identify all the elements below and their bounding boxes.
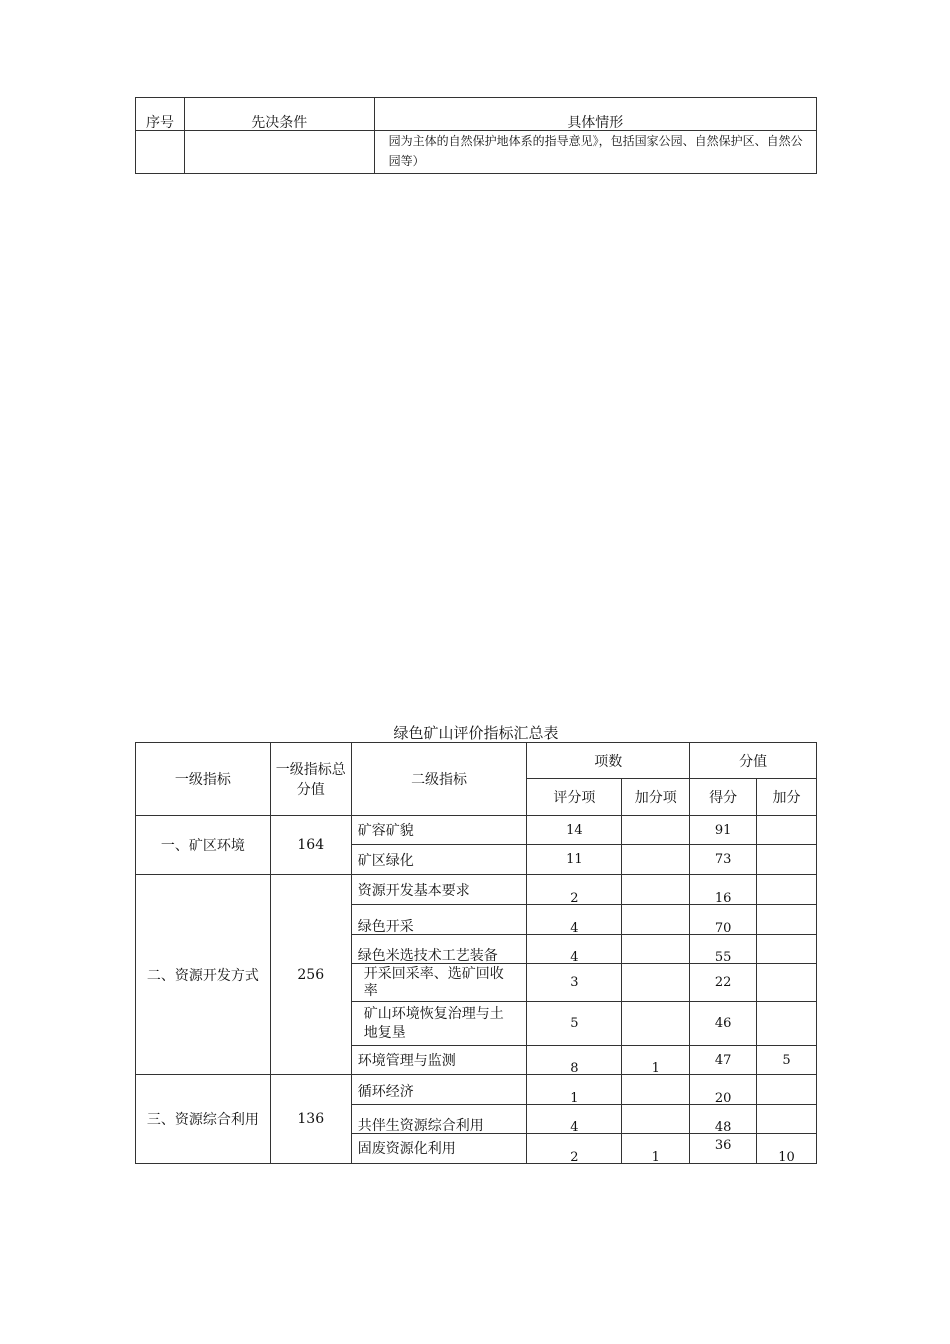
score-items: 14: [527, 816, 622, 845]
bonus-items: [622, 845, 690, 875]
bonus-items: [622, 1002, 690, 1046]
group-total: 256: [270, 875, 351, 1075]
header-level2: 二级指标: [351, 743, 527, 816]
score: 16: [690, 875, 757, 905]
bonus-items: 1: [622, 1046, 690, 1075]
bonus: [757, 964, 817, 1002]
score-items: 5: [527, 1002, 622, 1046]
header-level1-total: 一级指标总分值: [270, 743, 351, 816]
bonus: [757, 1075, 817, 1105]
score-items: 2: [527, 875, 622, 905]
score-items: 1: [527, 1075, 622, 1105]
bonus-items: [622, 935, 690, 964]
bonus: [757, 905, 817, 935]
bonus-items: [622, 875, 690, 905]
summary-table-title: 绿色矿山评价指标汇总表: [393, 724, 559, 742]
bonus-items: [622, 1075, 690, 1105]
level2-name: 绿色米选技术工艺装备: [351, 935, 527, 964]
level2-name: 矿容矿貌: [351, 816, 527, 845]
level2-name: 绿色开采: [351, 905, 527, 935]
score-items: 11: [527, 845, 622, 875]
table-row: [136, 816, 817, 845]
score-items: 2: [527, 1134, 622, 1164]
score: 46: [690, 1002, 757, 1046]
header-level1: 一级指标: [136, 743, 271, 816]
header-scores: 分值: [690, 743, 817, 779]
cell-index: [136, 131, 185, 174]
score: 36: [690, 1134, 757, 1164]
header-score: 得分: [690, 779, 757, 816]
score-items: 3: [527, 964, 622, 1002]
score-items: 4: [527, 905, 622, 935]
bonus: [757, 1105, 817, 1134]
group-total: 136: [270, 1075, 351, 1164]
group-name: 一、矿区环境: [136, 816, 271, 875]
level2-name: 环境管理与监测: [351, 1046, 527, 1075]
score: 91: [690, 816, 757, 845]
bonus: 5: [757, 1046, 817, 1075]
group-total: 164: [270, 816, 351, 875]
table-header-row: [136, 98, 817, 131]
score-items: 4: [527, 1105, 622, 1134]
header-items: 项数: [527, 743, 690, 779]
bonus: [757, 816, 817, 845]
group-name: 二、资源开发方式: [136, 875, 271, 1075]
bonus: [757, 935, 817, 964]
group-name: 三、资源综合利用: [136, 1075, 271, 1164]
header-index: 序号: [136, 98, 185, 131]
score-items: 4: [527, 935, 622, 964]
bonus-items: [622, 1105, 690, 1134]
table-row: [136, 131, 817, 174]
header-score-items: 评分项: [527, 779, 622, 816]
score-items: 8: [527, 1046, 622, 1075]
summary-table: [135, 742, 817, 1164]
prerequisite-table: [135, 97, 817, 174]
score: 47: [690, 1046, 757, 1075]
header-bonus: 加分: [757, 779, 817, 816]
header-bonus-items: 加分项: [622, 779, 690, 816]
score: 48: [690, 1105, 757, 1134]
cell-description: 园为主体的自然保护地体系的指导意见》，包括国家公园、自然保护区、自然公园等）: [374, 131, 816, 174]
bonus-items: 1: [622, 1134, 690, 1164]
bonus: [757, 1002, 817, 1046]
summary-header-row-1: [136, 743, 817, 779]
bonus-items: [622, 905, 690, 935]
score: 73: [690, 845, 757, 875]
level2-name: 矿山环境恢复治理与土地复垦: [351, 1002, 527, 1046]
bonus-items: [622, 964, 690, 1002]
table-row: [136, 1075, 817, 1105]
level2-name: 资源开发基本要求: [351, 875, 527, 905]
table-row: [136, 875, 817, 905]
bonus: 10: [757, 1134, 817, 1164]
level2-name: 共伴生资源综合利用: [351, 1105, 527, 1134]
score: 55: [690, 935, 757, 964]
header-description: 具体情形: [374, 98, 816, 131]
bonus-items: [622, 816, 690, 845]
bonus: [757, 845, 817, 875]
level2-name: 开采回采率、选矿回收率: [351, 964, 527, 1002]
level2-name: 循环经济: [351, 1075, 527, 1105]
score: 20: [690, 1075, 757, 1105]
cell-condition: [184, 131, 374, 174]
header-condition: 先决条件: [184, 98, 374, 131]
level2-name: 矿区绿化: [351, 845, 527, 875]
score: 70: [690, 905, 757, 935]
score: 22: [690, 964, 757, 1002]
level2-name: 固废资源化利用: [351, 1134, 527, 1164]
bonus: [757, 875, 817, 905]
